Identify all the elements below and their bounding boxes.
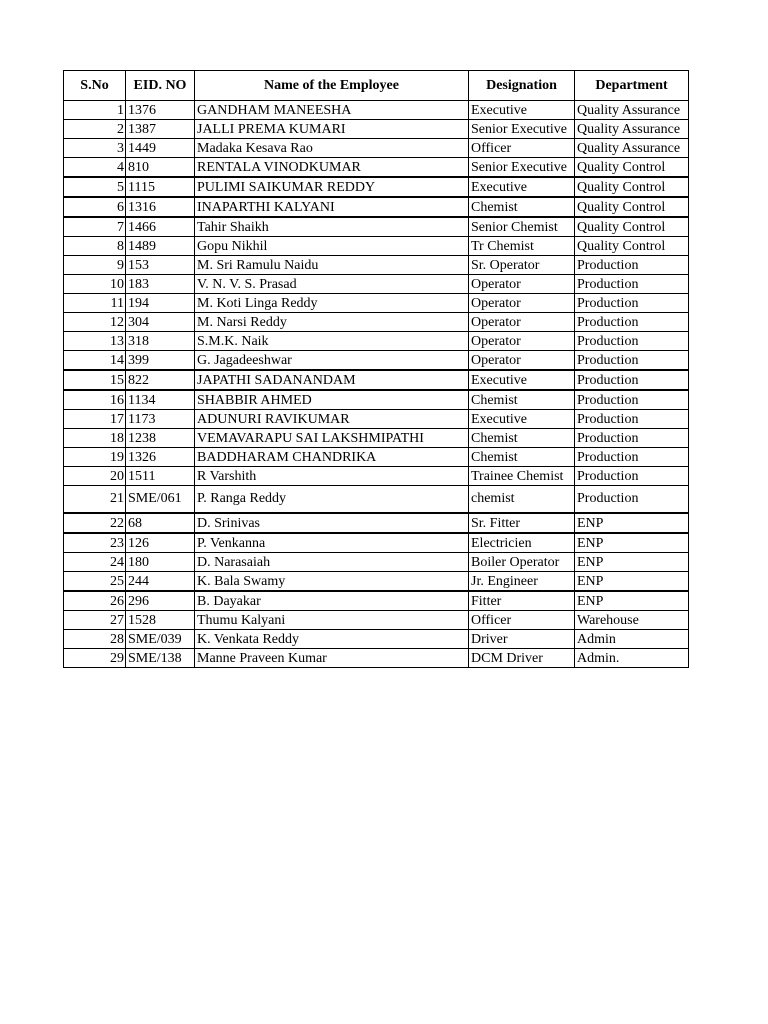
cell-sno: 20 — [64, 467, 126, 486]
cell-sno: 18 — [64, 429, 126, 448]
cell-name: PULIMI SAIKUMAR REDDY — [195, 177, 469, 197]
cell-name: INAPARTHI KALYANI — [195, 197, 469, 217]
cell-department: Quality Control — [575, 158, 689, 178]
table-row — [64, 313, 689, 332]
cell-eid: 153 — [126, 256, 195, 275]
cell-name: B. Dayakar — [195, 591, 469, 611]
cell-eid: 1376 — [126, 101, 195, 120]
cell-designation: Senior Chemist — [469, 217, 575, 237]
cell-department: Admin. — [575, 649, 689, 668]
cell-name: M. Sri Ramulu Naidu — [195, 256, 469, 275]
cell-designation: Operator — [469, 313, 575, 332]
table-row — [64, 553, 689, 572]
table-body — [64, 101, 689, 668]
table-row — [64, 370, 689, 390]
cell-eid: 126 — [126, 533, 195, 553]
cell-name: GANDHAM MANEESHA — [195, 101, 469, 120]
cell-designation: Chemist — [469, 429, 575, 448]
cell-sno: 26 — [64, 591, 126, 611]
cell-name: K. Venkata Reddy — [195, 630, 469, 649]
cell-eid: 1134 — [126, 390, 195, 410]
cell-eid: 822 — [126, 370, 195, 390]
cell-department: ENP — [575, 591, 689, 611]
table-row — [64, 332, 689, 351]
cell-sno: 29 — [64, 649, 126, 668]
header-designation: Designation — [469, 71, 575, 101]
cell-designation: Sr. Operator — [469, 256, 575, 275]
table-row — [64, 486, 689, 514]
table-row — [64, 197, 689, 217]
cell-department: Production — [575, 410, 689, 429]
cell-eid: 1238 — [126, 429, 195, 448]
cell-eid: 1173 — [126, 410, 195, 429]
cell-department: Production — [575, 313, 689, 332]
cell-name: VEMAVARAPU SAI LAKSHMIPATHI — [195, 429, 469, 448]
cell-name: ADUNURI RAVIKUMAR — [195, 410, 469, 429]
table-row — [64, 237, 689, 256]
cell-sno: 2 — [64, 120, 126, 139]
cell-sno: 12 — [64, 313, 126, 332]
table-row — [64, 158, 689, 178]
cell-name: Madaka Kesava Rao — [195, 139, 469, 158]
cell-department: Production — [575, 275, 689, 294]
table-row — [64, 429, 689, 448]
header-row — [64, 71, 689, 101]
table-row — [64, 294, 689, 313]
cell-sno: 13 — [64, 332, 126, 351]
cell-designation: Boiler Operator — [469, 553, 575, 572]
cell-eid: 183 — [126, 275, 195, 294]
cell-eid: 304 — [126, 313, 195, 332]
cell-designation: Senior Executive — [469, 158, 575, 178]
table-row — [64, 139, 689, 158]
cell-sno: 28 — [64, 630, 126, 649]
cell-designation: Chemist — [469, 390, 575, 410]
cell-designation: Jr. Engineer — [469, 572, 575, 592]
cell-eid: 180 — [126, 553, 195, 572]
cell-designation: Chemist — [469, 197, 575, 217]
cell-name: Thumu Kalyani — [195, 611, 469, 630]
cell-eid: 1115 — [126, 177, 195, 197]
cell-designation: Operator — [469, 351, 575, 371]
cell-sno: 5 — [64, 177, 126, 197]
cell-sno: 8 — [64, 237, 126, 256]
cell-name: P. Venkanna — [195, 533, 469, 553]
cell-department: Production — [575, 256, 689, 275]
cell-department: Production — [575, 332, 689, 351]
cell-department: Quality Control — [575, 217, 689, 237]
table-row — [64, 649, 689, 668]
table-row — [64, 275, 689, 294]
cell-department: Admin — [575, 630, 689, 649]
cell-department: Quality Assurance — [575, 101, 689, 120]
cell-sno: 19 — [64, 448, 126, 467]
cell-name: SHABBIR AHMED — [195, 390, 469, 410]
cell-department: Quality Control — [575, 177, 689, 197]
cell-eid: SME/039 — [126, 630, 195, 649]
cell-sno: 24 — [64, 553, 126, 572]
cell-designation: Sr. Fitter — [469, 513, 575, 533]
cell-name: BADDHARAM CHANDRIKA — [195, 448, 469, 467]
table-row — [64, 120, 689, 139]
cell-designation: Driver — [469, 630, 575, 649]
header-department: Department — [575, 71, 689, 101]
cell-sno: 14 — [64, 351, 126, 371]
cell-name: G. Jagadeeshwar — [195, 351, 469, 371]
cell-eid: 1528 — [126, 611, 195, 630]
header-sno: S.No — [64, 71, 126, 101]
cell-department: Quality Control — [575, 237, 689, 256]
cell-name: P. Ranga Reddy — [195, 486, 469, 514]
cell-name: M. Narsi Reddy — [195, 313, 469, 332]
cell-department: Production — [575, 429, 689, 448]
cell-designation: DCM Driver — [469, 649, 575, 668]
table-row — [64, 448, 689, 467]
cell-designation: Officer — [469, 139, 575, 158]
cell-sno: 21 — [64, 486, 126, 514]
cell-sno: 15 — [64, 370, 126, 390]
cell-sno: 7 — [64, 217, 126, 237]
cell-designation: Electricien — [469, 533, 575, 553]
cell-name: D. Srinivas — [195, 513, 469, 533]
cell-sno: 4 — [64, 158, 126, 178]
cell-eid: 399 — [126, 351, 195, 371]
cell-eid: 318 — [126, 332, 195, 351]
cell-eid: 1466 — [126, 217, 195, 237]
cell-eid: SME/061 — [126, 486, 195, 514]
cell-designation: Executive — [469, 410, 575, 429]
cell-department: ENP — [575, 513, 689, 533]
table-row — [64, 351, 689, 371]
cell-name: V. N. V. S. Prasad — [195, 275, 469, 294]
table-row — [64, 533, 689, 553]
table-row — [64, 177, 689, 197]
cell-department: ENP — [575, 533, 689, 553]
cell-designation: Executive — [469, 101, 575, 120]
cell-sno: 11 — [64, 294, 126, 313]
cell-name: R Varshith — [195, 467, 469, 486]
cell-designation: Operator — [469, 332, 575, 351]
cell-eid: 1326 — [126, 448, 195, 467]
cell-eid: 1387 — [126, 120, 195, 139]
cell-name: Gopu Nikhil — [195, 237, 469, 256]
cell-designation: Senior Executive — [469, 120, 575, 139]
cell-designation: Tr Chemist — [469, 237, 575, 256]
cell-sno: 9 — [64, 256, 126, 275]
cell-department: Quality Control — [575, 197, 689, 217]
cell-name: JALLI PREMA KUMARI — [195, 120, 469, 139]
cell-name: RENTALA VINODKUMAR — [195, 158, 469, 178]
cell-name: Tahir Shaikh — [195, 217, 469, 237]
table-row — [64, 410, 689, 429]
cell-sno: 1 — [64, 101, 126, 120]
cell-department: Quality Assurance — [575, 120, 689, 139]
employee-table — [63, 70, 689, 668]
cell-name: K. Bala Swamy — [195, 572, 469, 592]
cell-department: Quality Assurance — [575, 139, 689, 158]
cell-name: M. Koti Linga Reddy — [195, 294, 469, 313]
cell-sno: 22 — [64, 513, 126, 533]
header-eid: EID. NO — [126, 71, 195, 101]
cell-department: Production — [575, 467, 689, 486]
cell-department: Warehouse — [575, 611, 689, 630]
table-row — [64, 256, 689, 275]
table-row — [64, 572, 689, 592]
cell-sno: 25 — [64, 572, 126, 592]
table-row — [64, 513, 689, 533]
header-name: Name of the Employee — [195, 71, 469, 101]
table-row — [64, 101, 689, 120]
cell-department: Production — [575, 486, 689, 514]
cell-eid: 296 — [126, 591, 195, 611]
cell-sno: 17 — [64, 410, 126, 429]
cell-department: Production — [575, 294, 689, 313]
table-row — [64, 390, 689, 410]
cell-eid: 68 — [126, 513, 195, 533]
cell-eid: 1316 — [126, 197, 195, 217]
cell-eid: 1489 — [126, 237, 195, 256]
cell-department: Production — [575, 351, 689, 371]
cell-designation: Executive — [469, 370, 575, 390]
cell-designation: Trainee Chemist — [469, 467, 575, 486]
cell-eid: SME/138 — [126, 649, 195, 668]
cell-name: D. Narasaiah — [195, 553, 469, 572]
cell-name: Manne Praveen Kumar — [195, 649, 469, 668]
table-row — [64, 630, 689, 649]
cell-designation: Fitter — [469, 591, 575, 611]
cell-department: ENP — [575, 572, 689, 592]
cell-name: JAPATHI SADANANDAM — [195, 370, 469, 390]
cell-eid: 1511 — [126, 467, 195, 486]
cell-department: Production — [575, 390, 689, 410]
cell-sno: 10 — [64, 275, 126, 294]
cell-department: Production — [575, 448, 689, 467]
table-row — [64, 611, 689, 630]
cell-sno: 23 — [64, 533, 126, 553]
cell-sno: 6 — [64, 197, 126, 217]
cell-designation: Chemist — [469, 448, 575, 467]
cell-department: Production — [575, 370, 689, 390]
cell-sno: 27 — [64, 611, 126, 630]
cell-designation: Officer — [469, 611, 575, 630]
cell-designation: chemist — [469, 486, 575, 514]
cell-designation: Operator — [469, 294, 575, 313]
cell-department: ENP — [575, 553, 689, 572]
table-row — [64, 217, 689, 237]
cell-eid: 1449 — [126, 139, 195, 158]
cell-designation: Executive — [469, 177, 575, 197]
table-row — [64, 591, 689, 611]
cell-name: S.M.K. Naik — [195, 332, 469, 351]
cell-designation: Operator — [469, 275, 575, 294]
table-row — [64, 467, 689, 486]
cell-eid: 194 — [126, 294, 195, 313]
cell-sno: 3 — [64, 139, 126, 158]
cell-eid: 810 — [126, 158, 195, 178]
cell-eid: 244 — [126, 572, 195, 592]
employee-sheet — [63, 70, 689, 668]
cell-sno: 16 — [64, 390, 126, 410]
